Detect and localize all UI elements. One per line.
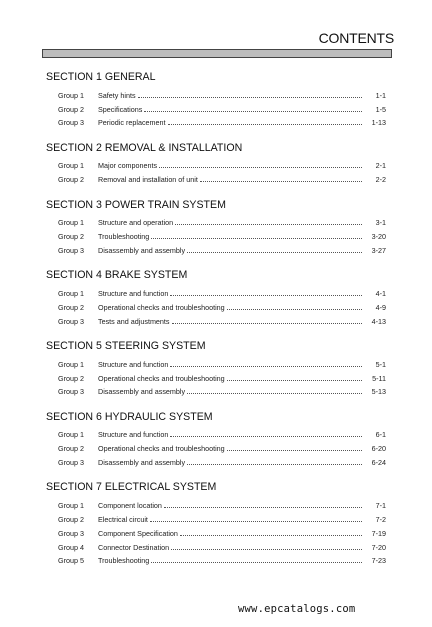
entry-text: Operational checks and troubleshooting bbox=[98, 444, 225, 454]
toc-entry[interactable] bbox=[46, 241, 386, 255]
page-number: 7-23 bbox=[371, 556, 386, 566]
toc-entry[interactable] bbox=[46, 86, 386, 100]
group-label: Group 3 bbox=[58, 118, 84, 128]
entry-text: Structure and function bbox=[98, 359, 169, 369]
toc-entry[interactable] bbox=[46, 170, 386, 184]
group-label: Group 1 bbox=[58, 501, 84, 511]
section-5 bbox=[46, 339, 386, 396]
dot-leader bbox=[180, 534, 362, 536]
group-label: Group 2 bbox=[58, 175, 84, 185]
page-number: 1-5 bbox=[375, 104, 386, 114]
page-number: 7-19 bbox=[371, 528, 386, 538]
dot-leader bbox=[164, 506, 362, 508]
toc-entry[interactable] bbox=[46, 426, 386, 440]
toc-entry[interactable] bbox=[46, 369, 386, 383]
dot-leader bbox=[227, 308, 362, 310]
dot-leader bbox=[187, 463, 362, 465]
dot-leader bbox=[144, 110, 362, 112]
dot-leader bbox=[168, 123, 362, 125]
toc-entry[interactable] bbox=[46, 510, 386, 524]
page-number: 3-27 bbox=[371, 245, 386, 255]
group-label: Group 1 bbox=[58, 359, 84, 369]
section-3 bbox=[46, 198, 386, 255]
toc-entry[interactable] bbox=[46, 157, 386, 171]
section-4 bbox=[46, 268, 386, 325]
dot-leader bbox=[172, 322, 362, 324]
entry-text: Troubleshooting bbox=[98, 232, 150, 242]
group-label: Group 1 bbox=[58, 218, 84, 228]
page-number: 1-1 bbox=[375, 90, 386, 100]
section-title: SECTION 2 REMOVAL & INSTALLATION bbox=[46, 141, 243, 154]
dot-leader bbox=[150, 520, 362, 522]
entry-text: Removal and installation of unit bbox=[98, 175, 198, 185]
page-number: 7-2 bbox=[375, 514, 386, 524]
toc-entry[interactable] bbox=[46, 214, 386, 228]
dot-leader bbox=[170, 435, 362, 437]
dot-leader bbox=[151, 561, 362, 563]
dot-leader bbox=[227, 449, 362, 451]
group-label: Group 3 bbox=[58, 528, 84, 538]
group-label: Group 1 bbox=[58, 289, 84, 299]
section-title: SECTION 1 GENERAL bbox=[46, 71, 156, 83]
page-number: 3-20 bbox=[371, 232, 386, 242]
entry-text: Tests and adjustments bbox=[98, 316, 170, 326]
entry-text: Disassembly and assembly bbox=[98, 387, 186, 397]
group-label: Group 2 bbox=[58, 104, 84, 114]
dot-leader bbox=[187, 251, 362, 253]
toc-entry[interactable] bbox=[46, 355, 386, 369]
group-label: Group 2 bbox=[58, 444, 84, 454]
entry-text: Component location bbox=[98, 501, 162, 511]
group-label: Group 5 bbox=[58, 556, 84, 566]
entry-text: Electrical circuit bbox=[98, 514, 148, 524]
entry-text: Operational checks and troubleshooting bbox=[98, 373, 225, 383]
dot-leader bbox=[138, 96, 362, 98]
page-number: 5-11 bbox=[372, 373, 386, 383]
section-1 bbox=[46, 70, 386, 127]
section-title: SECTION 4 BRAKE SYSTEM bbox=[46, 269, 188, 282]
page-title: CONTENTS bbox=[318, 30, 394, 46]
entry-text: Major components bbox=[98, 161, 158, 171]
page-number: 6-24 bbox=[371, 458, 386, 468]
dot-leader bbox=[159, 166, 362, 168]
section-2 bbox=[46, 141, 386, 185]
toc-entry[interactable] bbox=[46, 439, 386, 453]
dot-leader bbox=[151, 237, 362, 239]
group-label: Group 3 bbox=[58, 458, 84, 468]
entry-text: Structure and operation bbox=[98, 218, 174, 228]
page-number: 7-20 bbox=[371, 542, 386, 552]
toc-entry[interactable] bbox=[46, 552, 386, 566]
title-bar bbox=[42, 49, 392, 58]
group-label: Group 2 bbox=[58, 232, 84, 242]
group-label: Group 1 bbox=[58, 430, 84, 440]
toc-entry[interactable] bbox=[46, 100, 386, 114]
toc-entry[interactable] bbox=[46, 284, 386, 298]
page-number: 3-1 bbox=[375, 218, 386, 228]
group-label: Group 3 bbox=[58, 245, 84, 255]
toc-entry[interactable] bbox=[46, 524, 386, 538]
dot-leader bbox=[175, 223, 362, 225]
page-number: 2-1 bbox=[375, 161, 386, 171]
group-label: Group 3 bbox=[58, 387, 84, 397]
page-number: 1-13 bbox=[371, 118, 386, 128]
page-number: 5-13 bbox=[371, 387, 386, 397]
section-title: SECTION 6 HYDRAULIC SYSTEM bbox=[46, 410, 213, 423]
page-number: 6-20 bbox=[371, 444, 386, 454]
entry-text: Disassembly and assembly bbox=[98, 245, 186, 255]
toc-entry[interactable] bbox=[46, 496, 386, 510]
page-number: 2-2 bbox=[375, 175, 386, 185]
watermark-url: www.epcatalogs.com bbox=[238, 603, 356, 615]
group-label: Group 4 bbox=[58, 542, 84, 552]
table-of-contents bbox=[46, 70, 386, 579]
group-label: Group 2 bbox=[58, 514, 84, 524]
section-7 bbox=[46, 480, 386, 565]
dot-leader bbox=[187, 392, 362, 394]
dot-leader bbox=[200, 180, 362, 182]
page-number: 6-1 bbox=[375, 430, 386, 440]
toc-entry[interactable] bbox=[46, 312, 386, 326]
group-label: Group 3 bbox=[58, 316, 84, 326]
page-number: 4-9 bbox=[375, 302, 386, 312]
entry-text: Structure and function bbox=[98, 430, 169, 440]
toc-entry[interactable] bbox=[46, 114, 386, 128]
dot-leader bbox=[171, 548, 362, 550]
entry-text: Component Specification bbox=[98, 528, 178, 538]
entry-text: Safety hints bbox=[98, 90, 136, 100]
page-number: 7-1 bbox=[375, 501, 386, 511]
section-title: SECTION 5 STEERING SYSTEM bbox=[46, 339, 206, 352]
page-number: 5-1 bbox=[375, 359, 386, 369]
toc-entry[interactable] bbox=[46, 383, 386, 397]
group-label: Group 1 bbox=[58, 90, 84, 100]
page-number: 4-1 bbox=[375, 289, 386, 299]
entry-text: Periodic replacement bbox=[98, 118, 166, 128]
toc-entry[interactable] bbox=[46, 538, 386, 552]
group-label: Group 2 bbox=[58, 373, 84, 383]
toc-entry[interactable] bbox=[46, 453, 386, 467]
dot-leader bbox=[170, 294, 362, 296]
dot-leader bbox=[227, 379, 362, 381]
entry-text: Troubleshooting bbox=[98, 556, 150, 566]
entry-text: Structure and function bbox=[98, 289, 169, 299]
section-6 bbox=[46, 410, 386, 467]
group-label: Group 2 bbox=[58, 302, 84, 312]
dot-leader bbox=[170, 365, 362, 367]
group-label: Group 1 bbox=[58, 161, 84, 171]
entry-text: Specifications bbox=[98, 104, 143, 114]
section-title: SECTION 3 POWER TRAIN SYSTEM bbox=[46, 198, 226, 211]
page-number: 4-13 bbox=[371, 316, 386, 326]
entry-text: Operational checks and troubleshooting bbox=[98, 302, 225, 312]
section-title: SECTION 7 ELECTRICAL SYSTEM bbox=[46, 481, 217, 494]
toc-entry[interactable] bbox=[46, 298, 386, 312]
toc-entry[interactable] bbox=[46, 227, 386, 241]
entry-text: Disassembly and assembly bbox=[98, 458, 186, 468]
entry-text: Connector Destination bbox=[98, 542, 170, 552]
